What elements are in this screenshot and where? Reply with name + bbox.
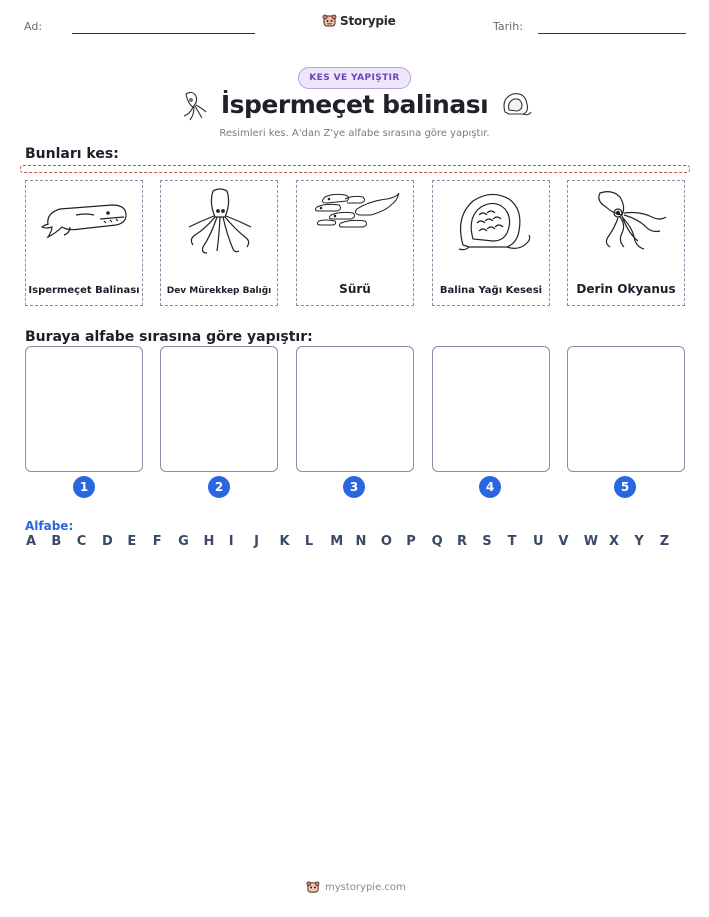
cut-card-label: Balina Yağı Kesesi — [439, 285, 543, 296]
sperm-whale-icon — [40, 187, 130, 259]
paste-box-1[interactable] — [25, 346, 143, 472]
cut-section-title: Bunları kes: — [25, 146, 119, 162]
alphabet-letter: W — [583, 534, 599, 549]
date-field-line[interactable] — [538, 33, 686, 34]
giant-squid-icon — [175, 187, 265, 259]
alphabet-letter: C — [76, 534, 87, 549]
alphabet-letter: L — [304, 534, 314, 549]
alphabet-letter: P — [406, 534, 416, 549]
paste-number-badge: 2 — [208, 476, 230, 498]
paste-number-badge: 5 — [614, 476, 636, 498]
instructions: Resimleri kes. A'dan Z'ye alfabe sırasına göre yapıştır. — [219, 128, 490, 139]
paste-box-4[interactable] — [432, 346, 550, 472]
page-title: İspermeçet balinası — [220, 90, 489, 119]
paste-box-2[interactable] — [160, 346, 278, 472]
paste-box-3[interactable] — [296, 346, 414, 472]
alphabet-letter: X — [609, 534, 620, 549]
name-field-line[interactable] — [72, 33, 255, 34]
cut-card-deep-ocean[interactable] — [567, 180, 685, 306]
cut-card-label: Ispermeçet Balinası — [28, 285, 140, 296]
whale-pod-icon — [311, 187, 401, 259]
cut-card-label: Sürü — [339, 282, 371, 296]
alphabet-letter: I — [228, 534, 234, 549]
alphabet-letter: U — [533, 534, 544, 549]
brand-logo — [322, 13, 396, 28]
alphabet-letter: V — [558, 534, 569, 549]
alphabet-letter: A — [26, 534, 37, 549]
alphabet-letter: J — [254, 534, 259, 549]
paste-section-title: Buraya alfabe sırasına göre yapıştır: — [25, 329, 313, 345]
footer-url[interactable]: mystorypie.com — [325, 881, 406, 893]
alphabet-letter: D — [102, 534, 113, 549]
deep-ocean-squid-icon — [582, 187, 672, 259]
alphabet-letter: F — [152, 534, 162, 549]
cut-card-pod[interactable] — [296, 180, 414, 306]
brand-name: Storypie — [340, 13, 396, 28]
cut-line — [20, 165, 690, 173]
cut-card-label: Dev Mürekkep Balığı — [166, 286, 272, 296]
alphabet-letter: B — [51, 534, 62, 549]
alphabet-row — [26, 534, 686, 552]
paste-number-badge: 3 — [343, 476, 365, 498]
footer — [306, 880, 406, 894]
paste-box-5[interactable] — [567, 346, 685, 472]
name-label: Ad: — [24, 20, 43, 33]
activity-tag: KES VE YAPIŞTIR — [298, 67, 411, 89]
alphabet-letter: Y — [634, 534, 644, 549]
spermaceti-organ-icon — [447, 187, 537, 259]
paste-number-badge: 1 — [73, 476, 95, 498]
cut-card-giant-squid[interactable] — [160, 180, 278, 306]
alphabet-letter: M — [330, 534, 344, 549]
cut-card-sperm-whale[interactable] — [25, 180, 143, 306]
cut-card-label: Derin Okyanus — [576, 282, 676, 296]
alphabet-letter: Q — [431, 534, 443, 549]
storypie-mascot-icon — [322, 13, 337, 28]
alphabet-letter: E — [127, 534, 137, 549]
storypie-mascot-icon — [306, 880, 320, 894]
alphabet-letter: Z — [659, 534, 670, 549]
paste-number-badge: 4 — [479, 476, 501, 498]
alphabet-letter: H — [203, 534, 215, 549]
spermaceti-organ-small-icon — [499, 90, 533, 120]
alphabet-letter: N — [355, 534, 367, 549]
date-label: Tarih: — [493, 20, 523, 33]
alphabet-letter: R — [456, 534, 467, 549]
alphabet-label: Alfabe: — [25, 519, 74, 533]
alphabet-letter: S — [482, 534, 492, 549]
alphabet-letter: T — [507, 534, 517, 549]
cut-card-spermaceti-organ[interactable] — [432, 180, 550, 306]
alphabet-letter: K — [279, 534, 290, 549]
alphabet-letter: O — [380, 534, 392, 549]
alphabet-letter: G — [178, 534, 189, 549]
